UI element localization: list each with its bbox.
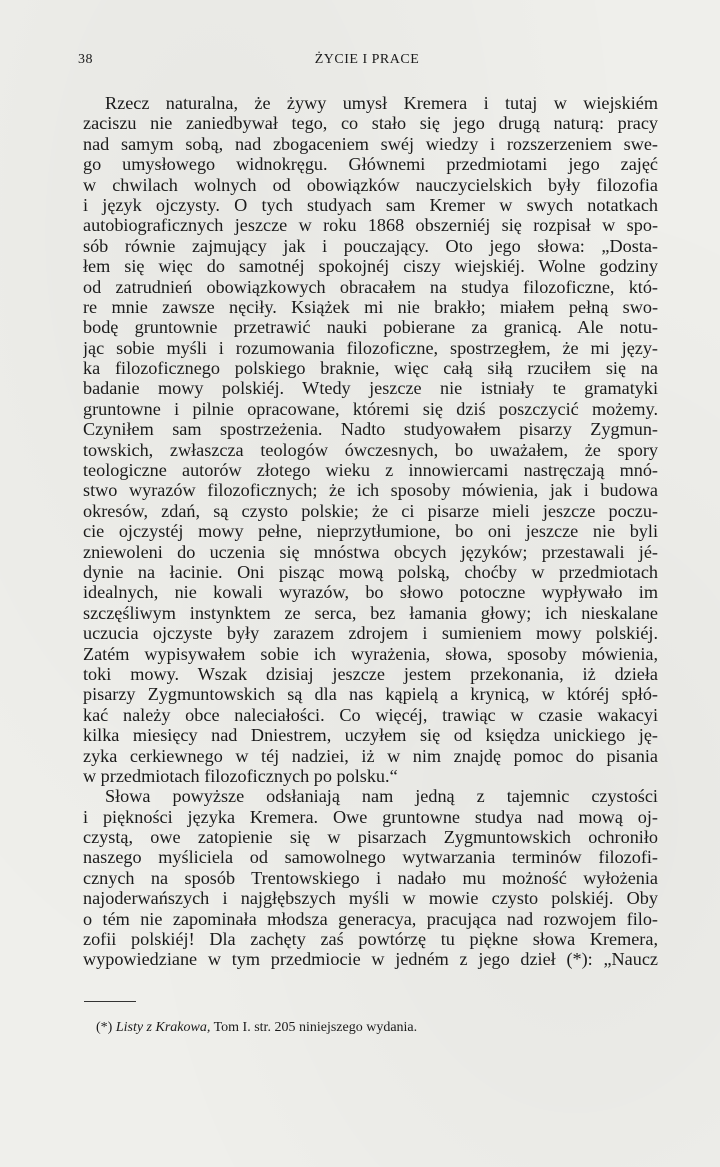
text-line: i piękności języka Kremera. Owe gruntowne studya nad mową oj- — [83, 806, 658, 827]
text-line: naszego myśliciela od samowolnego wytwarzania terminów filozofi- — [83, 847, 658, 868]
text-line: najoderwańszych i najgłębszych myśli w mowie czysto polskiéj. Oby — [83, 888, 658, 909]
text-line: Rzecz naturalna, że żywy umysł Kremera i tutaj w wiejskiém — [105, 93, 658, 113]
text-line: i język ojczysty. O tych studyach sam Kremer w swych notatkach — [83, 194, 658, 215]
text-line: zaciszu nie zaniedbywał tego, co stało się jego drugą naturą: pracy — [83, 113, 658, 134]
text-line: sób równie zajmujący jak i pouczający. Oto jego słowa: „Dosta- — [83, 235, 658, 256]
text-line: czystą, owe zatopienie się w pisarzach Zygmuntowskich ochroniło — [83, 827, 658, 848]
text-line: cznych na sposób Trentowskiego i nadało mu możność wyłożenia — [83, 867, 658, 888]
running-title: ŻYCIE I PRACE — [314, 52, 420, 67]
footnote-marker: (*) — [96, 1020, 113, 1035]
text-line: zyka cerkiewnego w téj nadziei, iż w nim znajdę pomoc do pisania — [83, 745, 658, 766]
text-line: w chwilach wolnych od obowiązków nauczycielskich były filozofia — [83, 174, 658, 195]
text-line: dynie na łacinie. Oni pisząc mową polską, choćby w przedmiotach — [83, 561, 658, 582]
text-line: autobiograficznych jeszcze w roku 1868 obszerniéj się rozpisał w spo- — [83, 215, 658, 236]
text-line: teologiczne autorów złotego wieku z innowiercami nastręczają mnó- — [83, 460, 658, 481]
text-line: bodę gruntownie przetrawić nauki pobierane za granicą. Ale notu- — [83, 317, 658, 338]
footnote-source-title: Listy z Krakowa, — [115, 1020, 211, 1035]
text-line: badanie mowy polskiéj. Wtedy jeszcze nie istniały te gramatyki — [83, 378, 658, 399]
text-line: jąc sobie myśli i rozumowania filozoficzne, spostrzegłem, że mi języ- — [83, 337, 658, 358]
text-line: kać należy obce naleciałości. Co więcéj, trawiąc w czasie wakacyi — [83, 704, 658, 725]
page-number: 38 — [78, 52, 93, 67]
text-line: Słowa powyższe odsłaniają nam jedną z tajemnic czystości — [105, 786, 658, 807]
body-text — [83, 93, 658, 970]
text-line: w przedmiotach filozoficznych po polsku.“ — [83, 765, 398, 786]
footnote — [96, 1020, 417, 1036]
text-line: stwo wyrazów filozoficznych; że ich sposoby mówienia, jak i budowa — [83, 480, 658, 501]
text-line: nad samym sobą, nad zbogaceniem swéj wiedzy i rozszerzeniem swe- — [83, 133, 658, 154]
text-line: wypowiedziane w tym przedmiocie w jedném z jego dzieł (*): „Naucz — [83, 949, 658, 970]
text-line: okresów, zdań, są czysto polskie; że ci pisarze mieli jeszcze poczu- — [83, 500, 658, 521]
text-line: łem się więc do samotnéj spokojnéj ciszy wiejskiéj. Wolne godziny — [83, 256, 658, 277]
text-line: go umysłowego widnokręgu. Głównemi przedmiotami jego zajęć — [83, 154, 658, 175]
text-line: pisarzy Zygmuntowskich są dla nas kąpielą a krynicą, w któréj spłó- — [83, 684, 658, 705]
text-line: uczucia ojczyste były zarazem zdrojem i sumieniem mowy polskiéj. — [83, 623, 658, 644]
text-line: towskich, zwłaszcza teologów ówczesnych, bo uważałem, że spory — [83, 439, 658, 460]
text-line: zofii polskiéj! Dla zachęty zaś powtórzę tu piękne słowa Kremera, — [83, 929, 658, 950]
text-line: szczęśliwym instynktem ze serca, bez łamania głowy; ich nieskalane — [83, 602, 658, 623]
text-line: ka filozoficznego polskiego braknie, więc całą siłą rzuciłem się na — [83, 358, 658, 379]
footnote-divider — [84, 1001, 136, 1002]
text-line: Czyniłem sam spostrzeżenia. Nadto studyowałem pisarzy Zygmun- — [83, 419, 658, 440]
text-line: o tém nie zapominała młodsza generacya, pracująca nad rozwojem filo- — [83, 908, 658, 929]
text-line: cie ojczystéj mowy pełne, nieprzytłumione, bo oni jeszcze nie byli — [83, 521, 658, 542]
text-line: re mnie zawsze nęciły. Książek mi nie brakło; miałem pełną swo- — [83, 296, 658, 317]
text-line: od zatrudnień obowiązkowych obracałem na studya filozoficzne, któ- — [83, 276, 658, 297]
footnote-source-detail: Tom I. str. 205 niniejszego wydania. — [213, 1020, 418, 1035]
text-line: toki mowy. Wszak dzisiaj jeszcze jestem przekonania, iż dzieła — [83, 663, 658, 684]
page-header — [78, 52, 656, 72]
text-line: idealnych, nie kowali wyrazów, bo słowo potoczne wypływało im — [83, 582, 658, 603]
text-line: Zatém wypisywałem sobie ich wyrażenia, słowa, sposoby mówienia, — [83, 643, 658, 664]
text-line: gruntowne i pilnie opracowane, któremi się dziś poszczycić możemy. — [83, 398, 658, 419]
text-line: zniewoleni do uczenia się mnóstwa obcych języków; przestawali jé- — [83, 541, 658, 562]
text-line: kilka miesięcy nad Dniestrem, uczyłem się od księdza unickiego ję- — [83, 725, 658, 746]
